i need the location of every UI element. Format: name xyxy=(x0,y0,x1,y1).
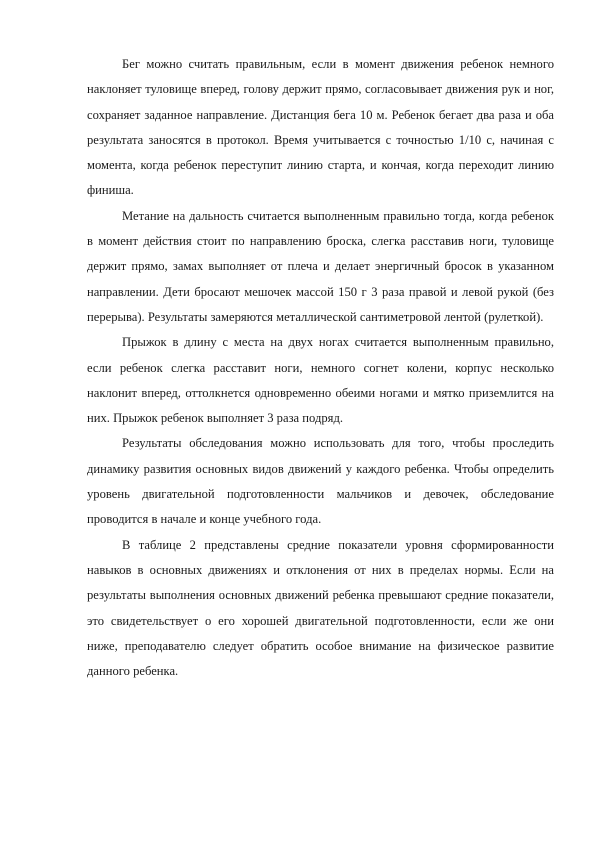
document-body xyxy=(87,52,554,684)
paragraph-throwing: Метание на дальность считается выполненным правильно тогда, когда ребенок в момент действия стоит по направлению броска, слегка расставив ноги, туловище держит прямо, замах выполняет от плеча и делает энергичный бросок в указанном направлении. Дети бросают мешочек массой 150 г 3 раза правой и левой рукой (без перерыва). Результаты замеряются металлической сантиметровой лентой (рулеткой). xyxy=(87,208,554,324)
paragraph-jump: Прыжок в длину с места на двух ногах считается выполненным правильно, если ребенок слегка расставит ноги, немного согнет колени, корпус несколько наклонит вперед, оттолкнется одновременно обеими ногами и мятко приземлится на них. Прыжок ребенок выполняет 3 раза подряд. xyxy=(87,335,554,426)
paragraph-table-reference: В таблице 2 представлены средние показатели уровня сформированности навыков в основных движениях и отклонения от них в пределах нормы. Если на результаты выполнения основных движений ребенка превышают средние показатели, это свидетельствует о его хорошей двигательной подготовленности, если же они ниже, преподавателю следует обратить особое внимание на физическое развитие данного ребенка. xyxy=(87,537,554,679)
paragraph-running: Бег можно считать правильным, если в момент движения ребенок немного наклоняет туловище вперед, голову держит прямо, согласовывает движения рук и ног, сохраняет заданное направление. Дистанция бега 10 м. Ребенок бегает два раза и оба результата заносятся в протокол. Время учитывается с точностью 1/10 с, начиная с момента, когда ребенок переступит линию старта, и кончая, когда переходит линию финиша. xyxy=(87,57,554,198)
paragraph-results: Результаты обследования можно использовать для того, чтобы проследить динамику развития основных видов движений у каждого ребенка. Чтобы определить уровень двигательной подготовленности мальчиков и девочек, обследование проводится в начале и конце учебного года. xyxy=(87,436,554,527)
